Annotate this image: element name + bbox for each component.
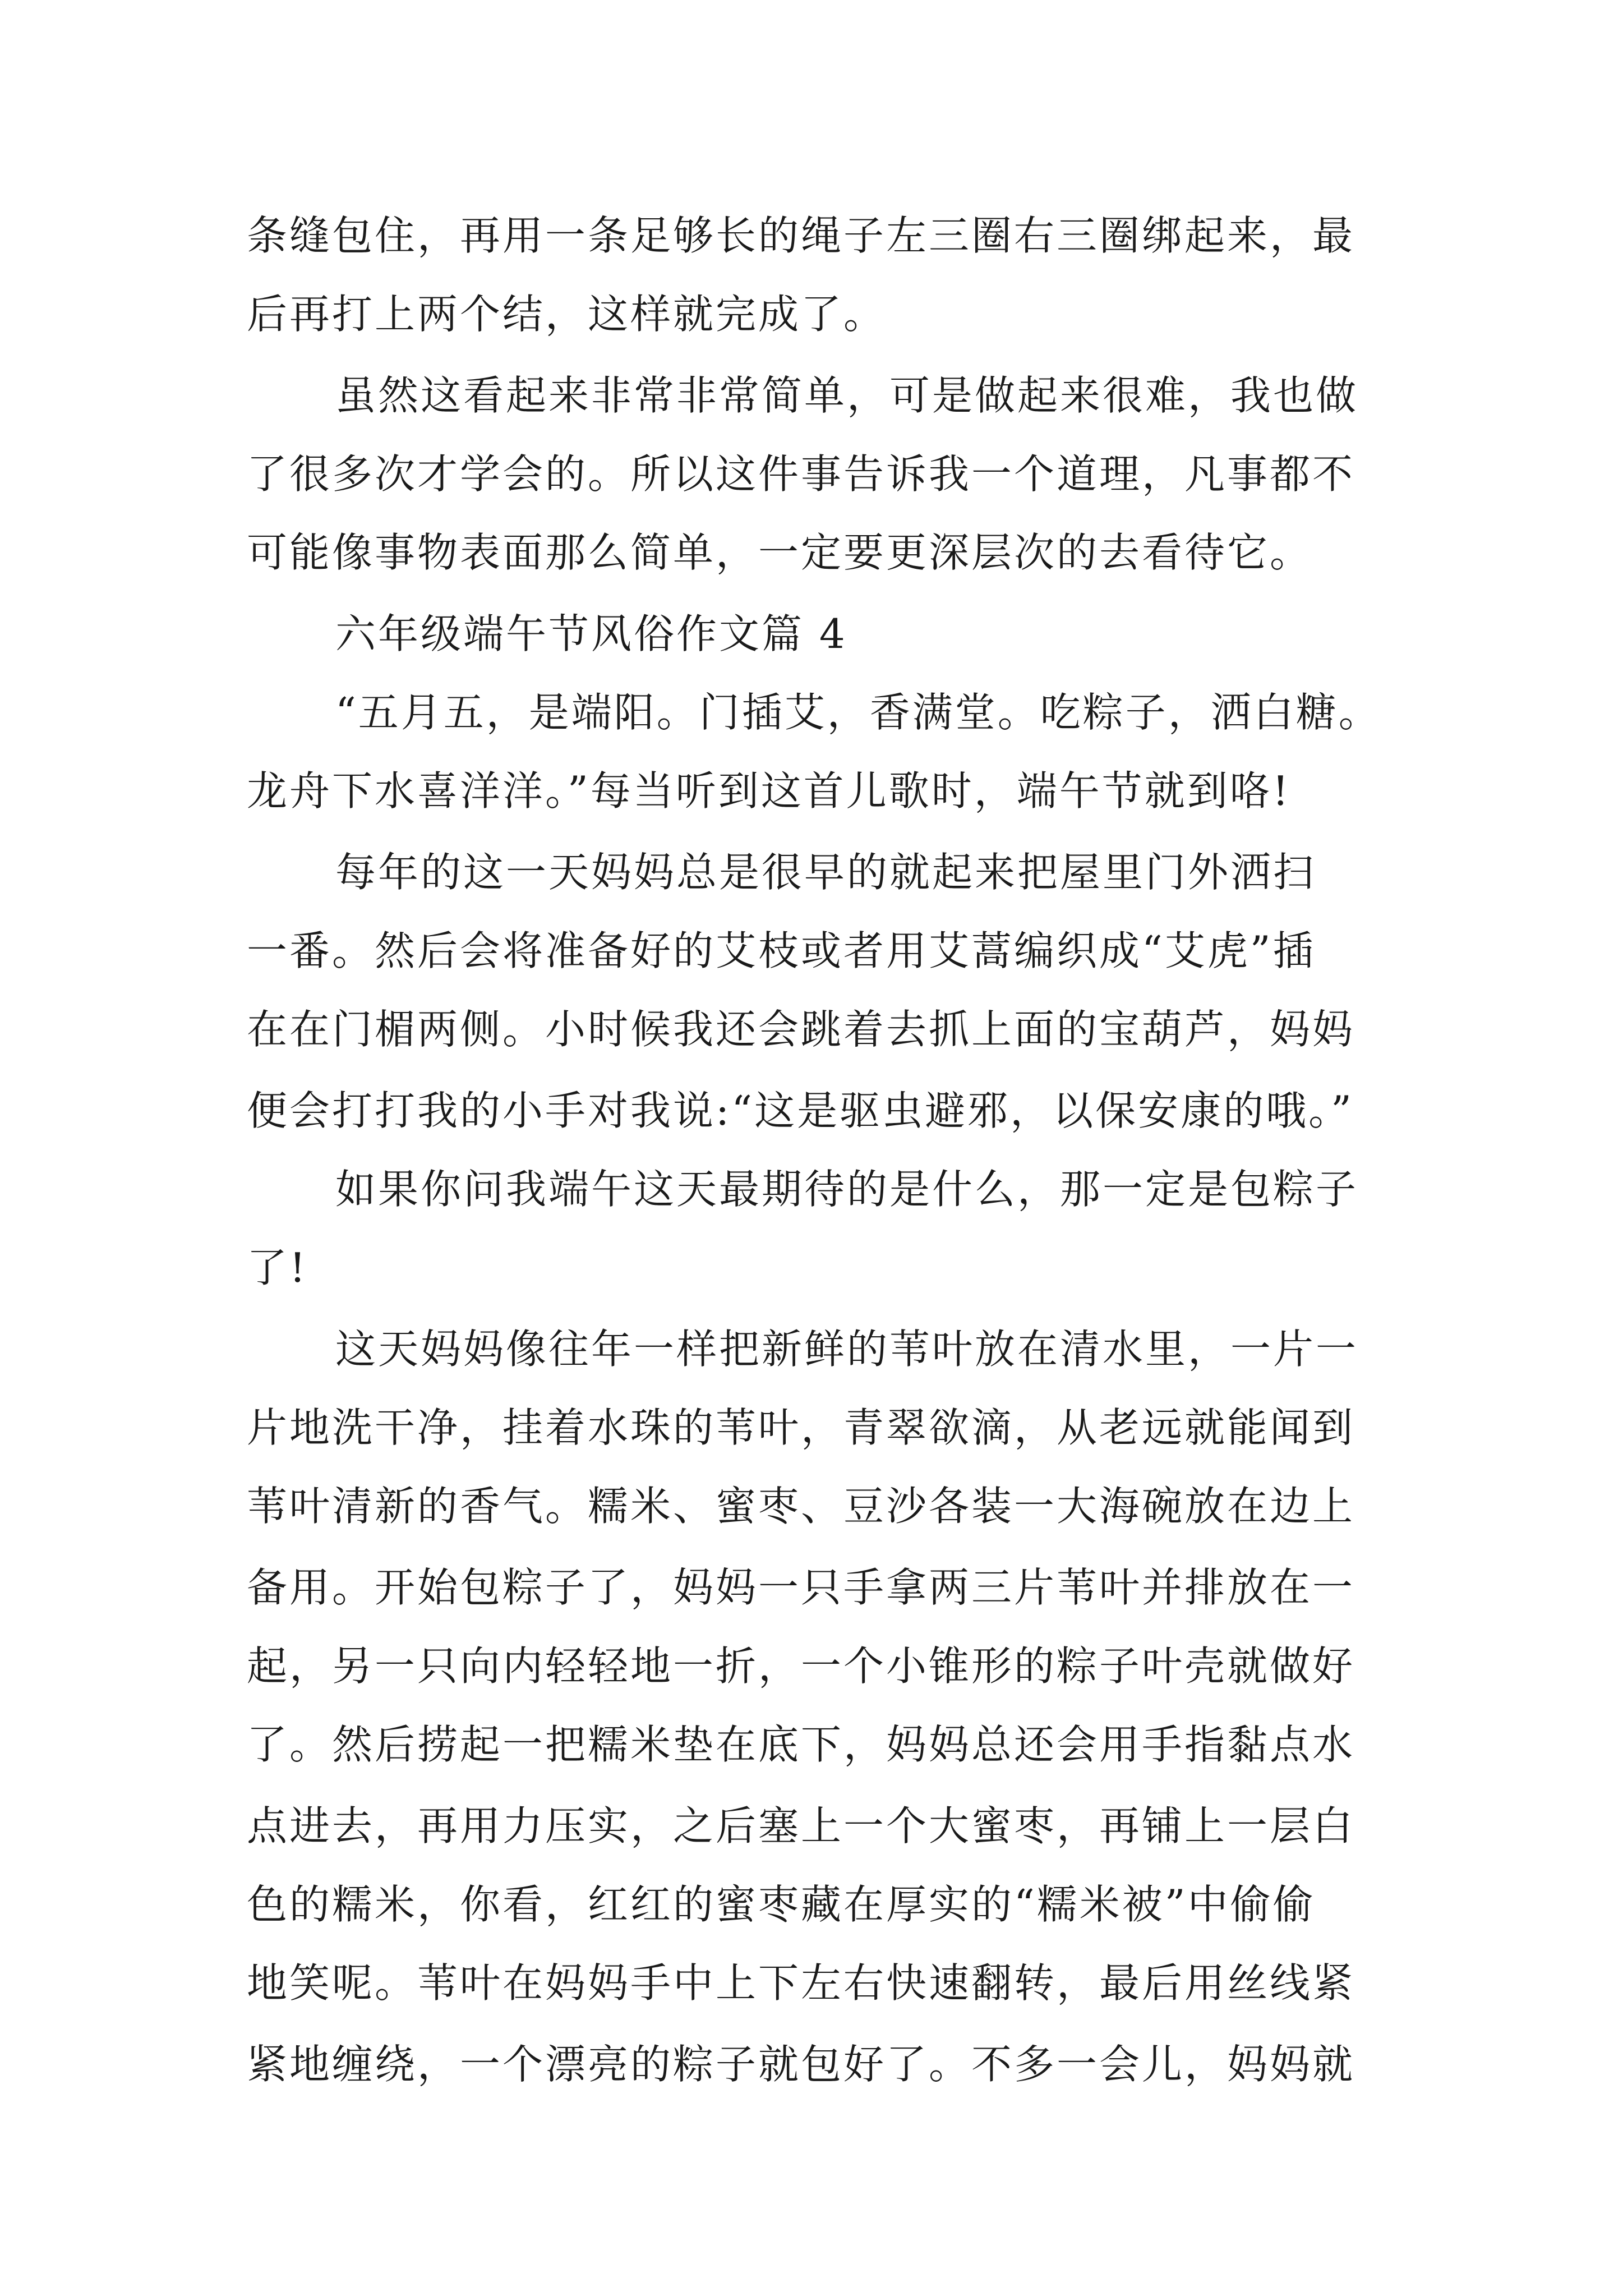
- text-line: 便会打打我的小手对我说:“这是驱虫避邪，以保安康的哦。”: [247, 1087, 1354, 1134]
- text-line: 了!: [247, 1244, 308, 1291]
- text-line: 了。然后捞起一把糯米垫在底下，妈妈总还会用手指黏点水: [247, 1721, 1355, 1768]
- text-line: 后再打上两个结，这样就完成了。: [247, 291, 887, 338]
- text-line: 苇叶清新的香气。糯米、蜜枣、豆沙各装一大海碗放在边上: [247, 1483, 1355, 1530]
- paragraph-start-line: 这天妈妈像往年一样把新鲜的苇叶放在清水里，一片一: [335, 1326, 1359, 1373]
- paragraph-start-line: “五月五，是端阳。门插艾，香满堂。吃粽子，洒白糖。: [335, 689, 1381, 736]
- text-line: 了很多次才学会的。所以这件事告诉我一个道理，凡事都不: [247, 450, 1355, 498]
- text-line: 可能像事物表面那么简单，一定要更深层次的去看待它。: [247, 529, 1313, 576]
- text-line: 紧地缠绕，一个漂亮的粽子就包好了。不多一会儿，妈妈就: [247, 2041, 1355, 2088]
- paragraph-start-line: 虽然这看起来非常非常简单，可是做起来很难，我也做: [335, 372, 1359, 419]
- text-line: 在在门楣两侧。小时候我还会跳着去抓上面的宝葫芦，妈妈: [247, 1006, 1355, 1053]
- text-line: 龙舟下水喜洋洋。”每当听到这首儿歌时，端午节就到咯!: [247, 767, 1291, 815]
- text-line: 起，另一只向内轻轻地一折，一个小锥形的粽子叶壳就做好: [247, 1642, 1355, 1690]
- text-line: 点进去，再用力压实，之后塞上一个大蜜枣，再铺上一层白: [247, 1802, 1355, 1849]
- text-line: 地笑呢。苇叶在妈妈手中上下左右快速翻转，最后用丝线紧: [247, 1959, 1355, 2007]
- paragraph-start-line: 如果你问我端午这天最期待的是什么，那一定是包粽子: [335, 1166, 1359, 1213]
- text-line: 一番。然后会将准备好的艾枝或者用艾蒿编织成“艾虎”插: [247, 927, 1316, 974]
- text-line: 色的糯米，你看，红红的蜜枣藏在厚实的“糯米被”中偷偷: [247, 1881, 1316, 1928]
- text-line: 条缝包住，再用一条足够长的绳子左三圈右三圈绑起来，最: [247, 212, 1355, 259]
- text-line: 备用。开始包粽子了，妈妈一只手拿两三片苇叶并排放在一: [247, 1564, 1355, 1611]
- paragraph-start-line: 每年的这一天妈妈总是很早的就起来把屋里门外洒扫: [335, 849, 1316, 896]
- section-heading: 六年级端午节风俗作文篇 4: [335, 610, 847, 657]
- text-line: 片地洗干净，挂着水珠的苇叶，青翠欲滴，从老远就能闻到: [247, 1404, 1355, 1451]
